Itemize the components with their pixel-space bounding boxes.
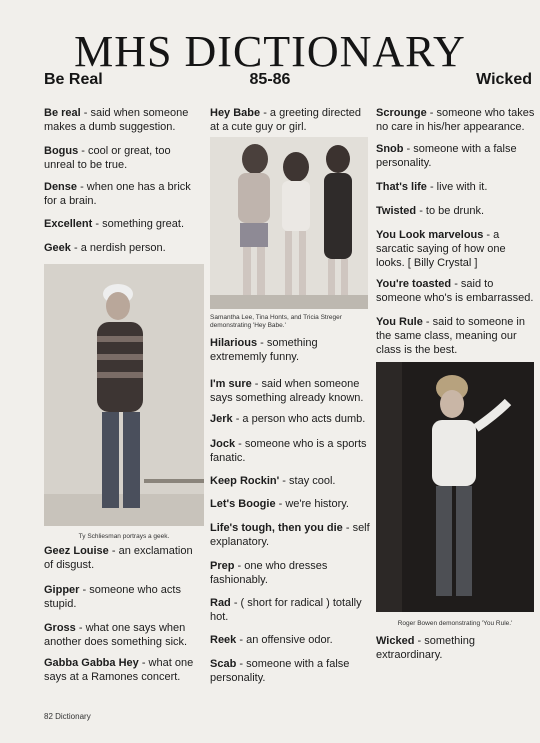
entry-term: Jerk	[210, 413, 233, 425]
entry-term: Twisted	[376, 205, 417, 217]
entry-definition: - said when someone says something already known.	[210, 378, 364, 404]
entry-term: You Look marvelous	[376, 229, 484, 241]
entry-definition: - what one says when another does something sick.	[44, 622, 188, 648]
entry-term: You're toasted	[376, 278, 452, 290]
entry-rad	[210, 596, 372, 624]
entry-definition: - someone who takes no care in his/her appearance.	[376, 107, 535, 133]
entry-geek	[44, 241, 204, 255]
entry-term: Gabba Gabba Hey	[44, 657, 139, 669]
entry-definition: - ( short for radical ) totally hot.	[210, 597, 362, 623]
caption-you-rule: Roger Bowen demonstrating 'You Rule.'	[397, 620, 513, 627]
entry-dense	[44, 180, 204, 208]
entry-term: Gipper	[44, 584, 80, 596]
entry-definition: - something extrememly funny.	[210, 337, 318, 363]
entry-term: Be real	[44, 107, 81, 119]
entry-term: Hilarious	[210, 337, 258, 349]
entry-jerk	[210, 412, 372, 426]
entry-you-rule	[376, 315, 536, 357]
photo-geek	[44, 264, 204, 526]
entry-definition: - we're history.	[275, 498, 349, 510]
entry-definition: - a greeting directed at a cute guy or girl.	[210, 107, 362, 133]
entry-hilarious	[210, 336, 372, 364]
entry-definition: - stay cool.	[279, 475, 336, 487]
entry-term: Wicked	[376, 635, 415, 647]
you-rule-figure-illustration	[376, 362, 534, 612]
header-center: 85-86	[249, 71, 291, 88]
entry-term: Dense	[44, 181, 78, 193]
entry-hey-babe	[210, 106, 372, 134]
entry-term: Keep Rockin'	[210, 475, 280, 487]
entry-term: Geez Louise	[44, 545, 109, 557]
entry-term: Scab	[210, 658, 237, 670]
entry-definition: - self explanatory.	[210, 522, 370, 548]
entry-term: Let's Boogie	[210, 498, 276, 510]
entry-definition: - a nerdish person.	[70, 242, 166, 254]
entry-definition: - someone with a false personality.	[376, 143, 517, 169]
entry-term: Prep	[210, 560, 235, 572]
entry-definition: - live with it.	[426, 181, 488, 193]
entry-definition: - an exclamation of disgust.	[44, 545, 193, 571]
entry-term: Life's tough, then you die	[210, 522, 343, 534]
entry-definition: - something extraordinary.	[376, 635, 475, 661]
entry-term: Rad	[210, 597, 231, 609]
entry-prep	[210, 559, 372, 587]
header-right: Wicked	[476, 71, 532, 88]
entry-twisted	[376, 204, 536, 218]
entry-geez-louise	[44, 544, 204, 572]
header-left: Be Real	[44, 71, 103, 88]
entry-definition: - cool or great, too unreal to be true.	[44, 145, 171, 171]
entry-gross	[44, 621, 204, 649]
entry-gipper	[44, 583, 204, 611]
page-footer: 82 Dictionary	[44, 712, 91, 721]
caption-geek: Ty Schliesman portrays a geek.	[78, 533, 170, 540]
entry-definition: - someone who acts stupid.	[44, 584, 181, 610]
entry-term: Geek	[44, 242, 71, 254]
entry-definition: - something great.	[92, 218, 185, 230]
photo-hey-babe	[210, 137, 368, 309]
entry-jock	[210, 437, 372, 465]
entry-lets-boogie	[210, 497, 372, 511]
entry-term: Jock	[210, 438, 236, 450]
entry-scab	[210, 657, 372, 685]
entry-keep-rockin	[210, 474, 372, 488]
entry-term: Snob	[376, 143, 404, 155]
entry-term: Hey Babe	[210, 107, 261, 119]
entry-term: You Rule	[376, 316, 423, 328]
entry-definition: - said to someone who's is embarrassed.	[376, 278, 534, 304]
entry-definition: - someone with a false personality.	[210, 658, 350, 684]
entry-term: Bogus	[44, 145, 79, 157]
entry-excellent	[44, 217, 204, 231]
entry-you-look-marvelous	[376, 228, 536, 270]
photo-you-rule	[376, 362, 534, 612]
entry-definition: - an offensive odor.	[236, 634, 333, 646]
entry-definition: - when one has a brick for a brain.	[44, 181, 191, 207]
entry-lifes-tough	[210, 521, 372, 549]
entry-youre-toasted	[376, 277, 536, 305]
caption-hey-babe: Samantha Lee, Tina Honts, and Tricia Streger demonstrating 'Hey Babe.'	[210, 314, 342, 329]
entry-definition: - a person who acts dumb.	[232, 413, 366, 425]
entry-definition: - someone who is a sports fanatic.	[210, 438, 367, 464]
entry-definition: - what one says at a Ramones concert.	[44, 657, 194, 683]
entry-definition: - said when someone makes a dumb suggestion.	[44, 107, 189, 133]
entry-snob	[376, 142, 536, 170]
entry-term: I'm sure	[210, 378, 252, 390]
entry-term: That's life	[376, 181, 427, 193]
entry-definition: - a sarcatic saying of how one looks. [ Billy Crystal ]	[376, 229, 506, 269]
entry-definition: - to be drunk.	[416, 205, 485, 217]
entry-im-sure	[210, 377, 372, 405]
entry-be-real	[44, 106, 204, 134]
entry-scrounge	[376, 106, 536, 134]
entry-wicked	[376, 634, 536, 662]
hey-babe-figures-illustration	[210, 137, 368, 309]
entry-definition: - one who dresses fashionably.	[210, 560, 328, 586]
entry-definition: - said to someone in the same class, meaning our class is the best.	[376, 316, 525, 356]
entry-thats-life	[376, 180, 536, 194]
entry-term: Reek	[210, 634, 237, 646]
entry-gabba-gabba-hey	[44, 656, 204, 684]
page-title: MHS DICTIONARY	[74, 27, 466, 76]
entry-bogus	[44, 144, 204, 172]
entry-term: Scrounge	[376, 107, 427, 119]
entry-term: Excellent	[44, 218, 93, 230]
entry-reek	[210, 633, 372, 647]
geek-figure-illustration	[44, 264, 204, 526]
entry-term: Gross	[44, 622, 76, 634]
